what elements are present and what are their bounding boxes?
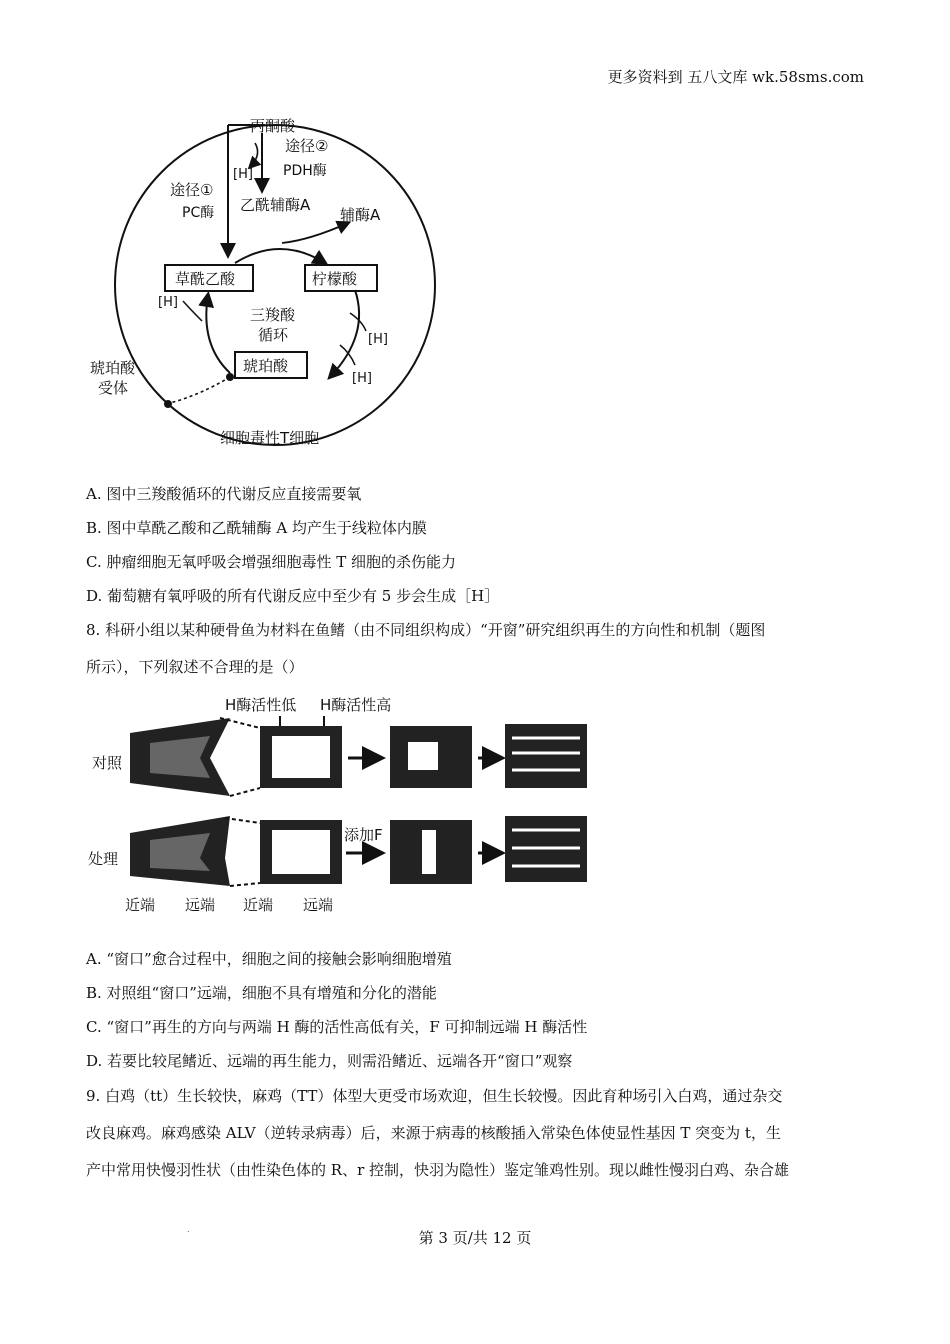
q9-stem-line1: 9. 白鸡（tt）生长较快，麻鸡（TT）体型大更受市场欢迎，但生长较慢。因此育种场引入白鸡，通过杂交 <box>86 1087 783 1105</box>
label-add-f: 添加F <box>344 826 383 844</box>
label-h-right2: [H] <box>352 371 372 386</box>
q8-option-b: B. 对照组“窗口”远端，细胞不具有增殖和分化的潜能 <box>86 984 437 1002</box>
cell-boundary <box>115 125 435 445</box>
q9-stem-line3: 产中常用快慢羽性状（由性染色体的 R、r 控制，快羽为隐性）鉴定雏鸡性别。现以雌性慢羽白鸡、杂合雄 <box>86 1161 790 1179</box>
q8-stem-line2: 所示），下列叙述不合理的是（） <box>86 658 304 676</box>
q8-option-d: D. 若要比较尾鳍近、远端的再生能力，则需沿鳍近、远端各开“窗口”观察 <box>86 1052 573 1070</box>
q7-option-d: D. 葡萄糖有氧呼吸的所有代谢反应中至少有 5 步会生成［H］ <box>86 587 500 605</box>
q9-stem-line2: 改良麻鸡。麻鸡感染 ALV（逆转录病毒）后，来源于病毒的核酸插入常染色体使显性基因 T 突变为 t，生 <box>86 1124 781 1142</box>
q8-option-c: C. “窗口”再生的方向与两端 H 酶的活性高低有关，F 可抑制远端 H 酶活性 <box>86 1018 588 1036</box>
label-h-low: H酶活性低 <box>225 696 297 714</box>
q7-option-b: B. 图中草酰乙酸和乙酰辅酶 A 均产生于线粒体内膜 <box>86 519 427 537</box>
label-acetylcoa: 乙酰辅酶A <box>240 196 311 214</box>
page-header: 更多资料到 五八文库 wk.58sms.com <box>607 68 864 86</box>
label-route2: 途径② <box>285 137 329 155</box>
label-cell: 细胞毒性T细胞 <box>220 429 320 447</box>
label-succinate: 琥珀酸 <box>243 357 289 375</box>
label-near-1: 近端 <box>125 896 156 914</box>
q7-option-c: C. 肿瘤细胞无氧呼吸会增强细胞毒性 T 细胞的杀伤能力 <box>86 553 457 571</box>
stray-dot: . <box>187 1225 190 1234</box>
label-oxaloacetate: 草酰乙酸 <box>175 270 236 288</box>
label-h-high: H酶活性高 <box>320 696 392 714</box>
label-pyruvate: 丙酮酸 <box>250 117 296 135</box>
page-footer: 第 3 页/共 12 页 <box>418 1229 532 1247</box>
label-pc: PC酶 <box>182 205 215 221</box>
label-acceptor-1: 琥珀酸 <box>90 359 136 377</box>
label-coa: 辅酶A <box>340 206 381 224</box>
label-near-2: 近端 <box>243 896 274 914</box>
label-treatment: 处理 <box>88 850 119 868</box>
label-pdh: PDH酶 <box>283 163 327 179</box>
q8-stem-line1: 8. 科研小组以某种硬骨鱼为材料在鱼鳍（由不同组织构成）“开窗”研究组织再生的方向性和机制（题图 <box>86 621 766 639</box>
label-route1: 途径① <box>170 181 214 199</box>
label-tca1: 三羧酸 <box>250 306 296 324</box>
label-citrate: 柠檬酸 <box>312 270 358 288</box>
label-control: 对照 <box>92 754 123 772</box>
fin-regeneration-figure <box>80 688 600 920</box>
label-far-2: 远端 <box>303 896 334 914</box>
q7-option-a: A. 图中三羧酸循环的代谢反应直接需要氧 <box>86 485 362 503</box>
label-far-1: 远端 <box>185 896 216 914</box>
label-tca2: 循环 <box>258 326 289 344</box>
label-h-top: [H] <box>233 167 253 182</box>
tca-cycle-diagram <box>70 95 470 460</box>
q8-option-a: A. “窗口”愈合过程中，细胞之间的接触会影响细胞增殖 <box>86 950 452 968</box>
label-h-left: [H] <box>158 295 178 310</box>
label-acceptor-2: 受体 <box>98 379 129 397</box>
label-h-right1: [H] <box>368 332 388 347</box>
